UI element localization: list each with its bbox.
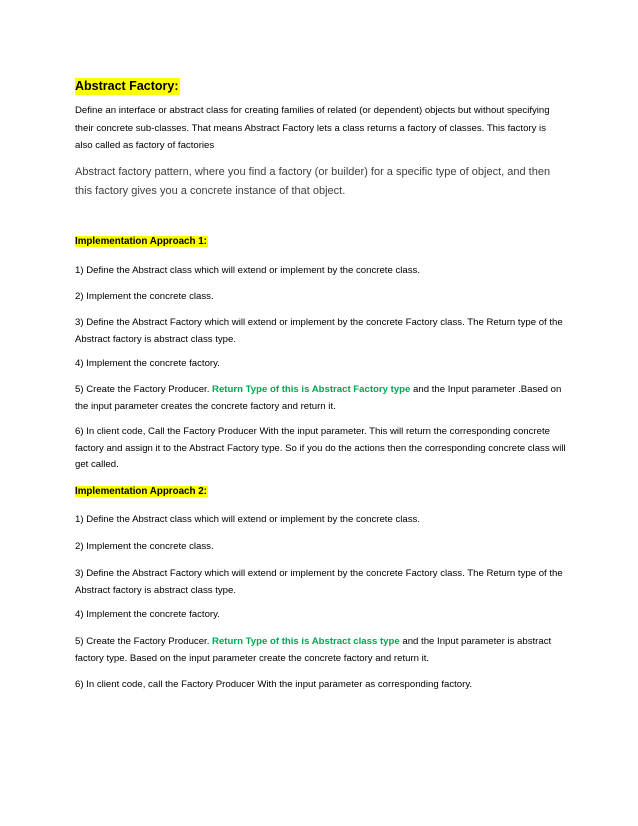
approach2-step5 — [75, 634, 567, 667]
approach1-step1: 1) Define the Abstract class which will extend or implement by the concrete class. — [75, 265, 420, 276]
approach2-step2: 2) Implement the concrete class. — [75, 541, 214, 552]
approach1-step5-return-type: Return Type of this is Abstract Factory type — [212, 384, 411, 395]
definition-paragraph: Define an interface or abstract class for creating families of related (or dependent) objects but without specifying their concrete sub-classes. That means Abstract Factory lets a class returns a factory of classes. This factory is also called as factory of factories — [75, 105, 550, 151]
approach1-step3: 3) Define the Abstract Factory which will extend or implement by the concrete Factory class. The Return type of the Abstract factory is abstract class type. — [75, 317, 563, 345]
approach1-step5-prefix: 5) Create the Factory Producer. — [75, 384, 213, 395]
approach2-step3: 3) Define the Abstract Factory which will extend or implement by the concrete Factory class. The Return type of the Abstract factory is abstract class type. — [75, 568, 563, 596]
approach1-step5 — [75, 382, 567, 415]
approach1-step6: 6) In client code, Call the Factory Producer With the input parameter. This will return the corresponding concrete factory and assign it to the Abstract Factory type. So if you do the actions then the corresponding concrete class will get called. — [75, 426, 566, 470]
pattern-note-paragraph: Abstract factory pattern, where you find a factory (or builder) for a specific type of object, and then this factory gives you a concrete instance of that object. — [75, 166, 551, 197]
approach2-step5-suffix: and the Input parameter is abstract factory type. Based on the input parameter create the concrete factory and return it. — [75, 636, 552, 664]
approach2-heading-line — [75, 484, 567, 501]
approach2-step6: 6) In client code, call the Factory Producer With the input parameter as corresponding factory. — [75, 679, 473, 690]
approach1-heading: Implementation Approach 1: — [75, 236, 207, 247]
approach2-step5-prefix: 5) Create the Factory Producer. — [75, 636, 213, 647]
approach2-step5-return-type: Return Type of this is Abstract class type — [212, 636, 400, 647]
approach2-heading: Implementation Approach 2: — [75, 486, 207, 497]
approach2-step1: 1) Define the Abstract class which will extend or implement by the concrete class. — [75, 514, 420, 525]
approach2-step4: 4) Implement the concrete factory. — [75, 609, 220, 620]
approach1-step4: 4) Implement the concrete factory. — [75, 358, 220, 369]
approach1-heading-line — [75, 234, 567, 251]
approach1-step2: 2) Implement the concrete class. — [75, 291, 214, 302]
document-title: Abstract Factory: — [75, 79, 179, 93]
approach1-step5-suffix: and the Input parameter .Based on the input parameter creates the concrete factory and return it. — [75, 384, 562, 412]
